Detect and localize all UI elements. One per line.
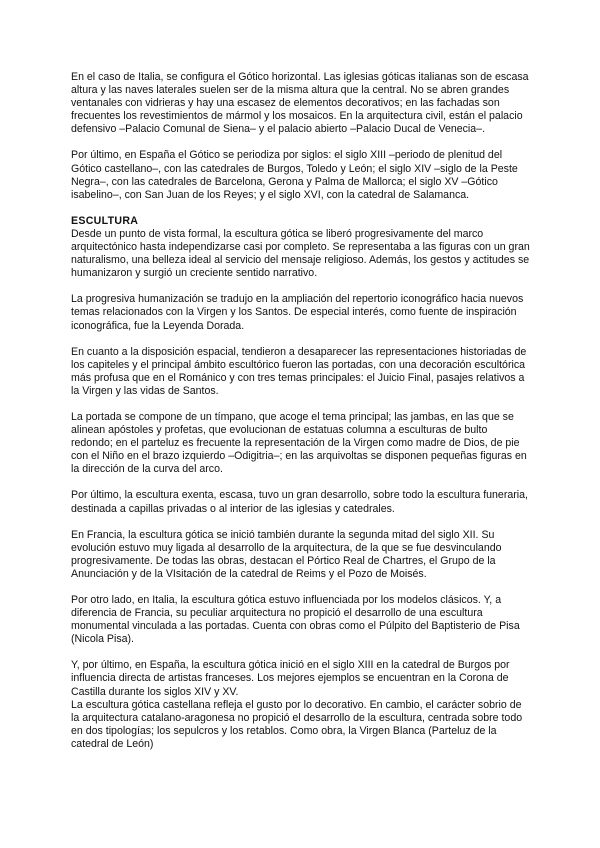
paragraph-espana-escultura: Y, por último, en España, la escultura gótica inició en el siglo XIII en la catedral de Burgos por influencia directa de artistas franceses. Los mejores ejemplos se encuentran en la Corona de Castilla durante los siglos XIV y XV. [71,659,510,698]
paragraph-francia: En Francia, la escultura gótica se inició también durante la segunda mitad del siglo XII. Su evolución estuvo muy ligada al desarrollo de la arquitectura, de la que se fue desvinculando progresivamente. De todas las obras, destacan el Pórtico Real de Chartres, el Grupo de la Anunciación y de la VIsitación de la catedral de Reims y el Pozo de Moisés. [71,528,502,580]
section-heading-escultura: ESCULTURA [71,214,139,227]
paragraph-escultura-formal: Desde un punto de vista formal, la escultura gótica se liberó progresivamente del marco arquitectónico hasta independizarse casi por completo. Se representaba a las figuras con un gran naturalismo, una belleza ideal al servicio del mensaje religioso. Además, los gestos y actitudes se humanizaron y surgió un creciente sentido narrativo. [71,227,530,280]
paragraph-disposicion-espacial: En cuanto a la disposición espacial, tendieron a desaparecer las representaciones historiadas de los capiteles y el principal ámbito escultórico fueron las portadas, con una decoración escultórica más profusa que en el Románico y con tres temas principales: el Juicio Final, pasajes relativos a la Virgen y las vidas de Santos. [71,345,527,397]
paragraph-escultura-exenta: Por último, la escultura exenta, escasa, tuvo un gran desarrollo, sobre todo la escultura funeraria, destinada a capillas privadas o al interior de las iglesias y catedrales. [71,489,528,515]
paragraph-italia-escultura: Por otro lado, en Italia, la escultura gótica estuvo influenciada por los modelos clásicos. Y, a diferencia de Francia, su peculiar arquitectura no propició el desarrollo de una escultura monumental vinculada a las portadas. Cuenta con obras como el Púlpito del Baptisterio de Pisa (Nicola Pisa). [71,594,520,646]
paragraph-italia-arquitectura: En el caso de Italia, se configura el Gótico horizontal. Las iglesias góticas italianas son de escasa altura y las naves laterales suelen ser de la misma altura que la central. No se abren grandes ventanales con vidrieras y hay una escasez de elementos decorativos; en las fachadas son frecuentes los revestimientos de mármol y los mosaicos. En la arquitectura civil, están el palacio defensivo –Palacio Comunal de Siena– y el palacio abierto –Palacio Ducal de Venecia–. [71,71,529,136]
paragraph-espana-arquitectura: Por último, en España el Gótico se periodiza por siglos: el siglo XIII –periodo de plenitud del Gótico castellano–, con las catedrales de Burgos, Toledo y León; el siglo XIV –siglo de la Peste Negra–, con las catedrales de Barcelona, Gerona y Palma de Mallorca; el siglo XV –Gótico isabelino–, con San Juan de los Reyes; y el siglo XVI, con la catedral de Salamanca. [71,149,518,201]
paragraph-portada: La portada se compone de un tímpano, que acoge el tema principal; las jambas, en las que se alinean apóstoles y profetas, que evolucionan de estatuas columna a esculturas de bulto redondo; en el parteluz es frecuente la representación de la Virgen como madre de Dios, de pie con el Niño en el brazo izquierdo –Odigitria–; en las arquivoltas se disponen pequeñas figuras en la dirección de la curva del arco. [71,410,527,476]
paragraph-humanizacion: La progresiva humanización se tradujo en la ampliación del repertorio iconográfico hacia nuevos temas relacionados con la Virgen y los Santos. De especial interés, como fuente de inspiración iconográfica, fue la Leyenda Dorada. [71,293,524,332]
paragraph-castellana: La escultura gótica castellana refleja el gusto por lo decorativo. En cambio, el carácter sobrio de la arquitectura catalano-aragonesa no propició el desarrollo de la escultura, centrada sobre todo en dos tipologías; los sepulcros y los retablos. Como obra, la Virgen Blanca (Parteluz de la catedral de León) [71,698,523,750]
document-page [71,71,531,764]
